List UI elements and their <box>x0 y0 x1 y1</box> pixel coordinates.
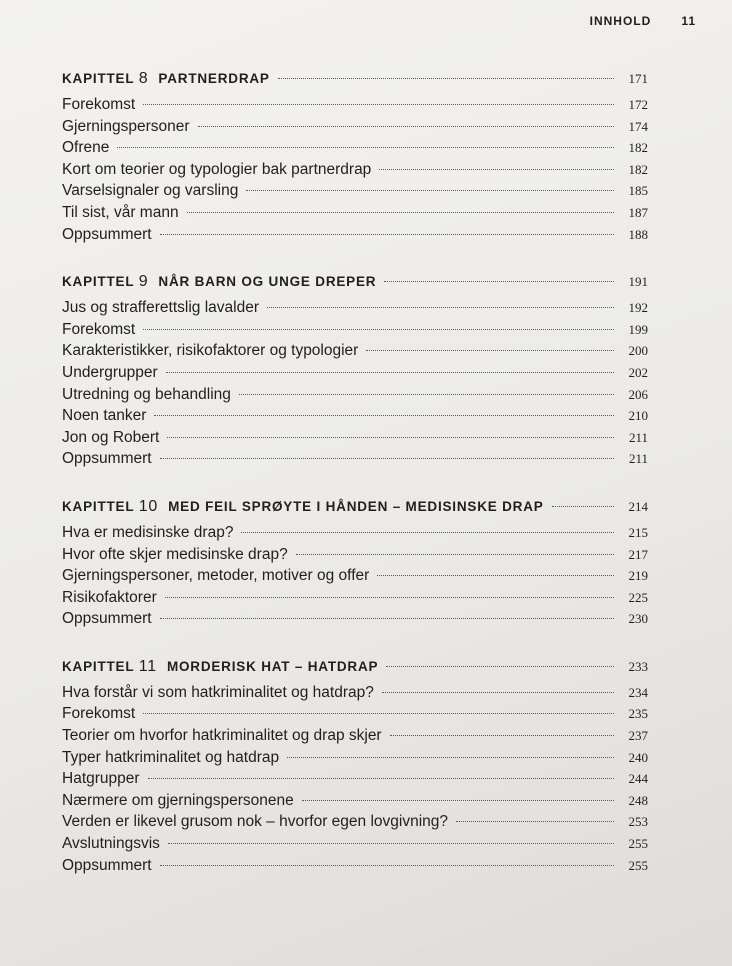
dot-leader <box>379 169 614 170</box>
entry-title: Karakteristikker, risikofaktorer og typologier <box>62 342 359 360</box>
running-header <box>590 14 696 28</box>
dot-leader <box>382 692 614 693</box>
dot-leader <box>386 666 614 667</box>
toc-entry[interactable] <box>62 384 648 406</box>
dot-leader <box>246 190 614 191</box>
chapter-block <box>62 64 648 245</box>
toc-entry[interactable] <box>62 522 648 544</box>
entry-title: Oppsummert <box>62 225 152 243</box>
entry-page-number: 237 <box>628 728 648 744</box>
entry-title: Hatgrupper <box>62 770 140 788</box>
chapter-label: KAPITTEL <box>62 274 135 290</box>
entry-title: Avslutningsvis <box>62 835 160 853</box>
chapter-title-group <box>62 64 270 94</box>
toc-entry[interactable] <box>62 811 648 833</box>
entry-page-number: 187 <box>628 204 648 220</box>
entry-page-number: 185 <box>628 183 648 199</box>
page-number: 11 <box>681 14 696 28</box>
chapter-title: MORDERISK HAT – HATDRAP <box>166 658 379 674</box>
chapter-page-number: 214 <box>628 498 648 514</box>
entry-page-number: 192 <box>628 300 648 316</box>
toc-entry[interactable] <box>62 94 648 116</box>
entry-title: Oppsummert <box>62 610 152 628</box>
entry-page-number: 253 <box>628 814 648 830</box>
dot-leader <box>143 713 614 714</box>
toc-entry[interactable] <box>62 565 648 587</box>
entry-title: Utredning og behandling <box>62 385 231 403</box>
toc-entry[interactable] <box>62 427 648 449</box>
toc-entry[interactable] <box>62 202 648 224</box>
toc-entry[interactable] <box>62 608 648 630</box>
dot-leader <box>390 735 614 736</box>
dot-leader <box>160 458 614 459</box>
toc-entry[interactable] <box>62 319 648 341</box>
entry-page-number: 215 <box>628 524 648 540</box>
toc-entry[interactable] <box>62 405 648 427</box>
chapter-heading[interactable] <box>62 652 648 682</box>
chapter-block <box>62 492 648 630</box>
entry-title: Oppsummert <box>62 856 152 874</box>
dot-leader <box>198 126 614 127</box>
chapter-block <box>62 652 648 876</box>
entry-title: Jon og Robert <box>62 428 160 446</box>
chapter-title: NÅR BARN OG UNGE DREPER <box>158 274 377 290</box>
chapter-block <box>62 267 648 470</box>
entry-page-number: 230 <box>628 611 648 627</box>
chapter-label: KAPITTEL <box>62 498 135 514</box>
chapter-title-group <box>62 652 378 682</box>
entry-page-number: 188 <box>628 226 648 242</box>
dot-leader <box>278 78 614 79</box>
dot-leader <box>187 212 614 213</box>
toc-entry[interactable] <box>62 587 648 609</box>
toc-entry[interactable] <box>62 768 648 790</box>
table-of-contents <box>62 64 648 898</box>
toc-entry[interactable] <box>62 448 648 470</box>
entry-title: Nærmere om gjerningspersonene <box>62 791 294 809</box>
dot-leader <box>168 843 614 844</box>
dot-leader <box>296 554 614 555</box>
chapter-title-group <box>62 492 544 522</box>
dot-leader <box>166 372 614 373</box>
chapter-number: 11 <box>138 657 157 675</box>
entry-page-number: 200 <box>628 343 648 359</box>
chapter-heading[interactable] <box>62 492 648 522</box>
entry-page-number: 240 <box>628 749 648 765</box>
dot-leader <box>117 147 614 148</box>
entry-page-number: 172 <box>628 97 648 112</box>
chapter-heading[interactable] <box>62 267 648 297</box>
dot-leader <box>456 821 614 822</box>
dot-leader <box>239 394 614 395</box>
entry-title: Undergrupper <box>62 363 158 381</box>
entry-title: Teorier om hvorfor hatkriminalitet og drap skjer <box>62 727 382 745</box>
entry-title: Gjerningspersoner, metoder, motiver og offer <box>62 567 370 585</box>
chapter-page-number: 171 <box>628 71 648 86</box>
entry-title: Oppsummert <box>62 450 152 468</box>
entry-title: Gjerningspersoner <box>62 117 190 135</box>
entry-title: Hva forstår vi som hatkriminalitet og hatdrap? <box>62 683 374 701</box>
entry-title: Typer hatkriminalitet og hatdrap <box>62 748 280 766</box>
dot-leader <box>267 307 614 308</box>
dot-leader <box>302 800 614 801</box>
entry-page-number: 235 <box>628 706 648 722</box>
entry-page-number: 182 <box>628 161 648 177</box>
entry-page-number: 199 <box>628 321 648 337</box>
entry-title: Forekomst <box>62 320 136 338</box>
entry-page-number: 202 <box>628 364 648 380</box>
entry-title: Ofrene <box>62 139 110 157</box>
dot-leader <box>160 618 614 619</box>
dot-leader <box>287 757 614 758</box>
toc-entry[interactable] <box>62 855 648 877</box>
chapter-number: 9 <box>138 273 149 291</box>
toc-entry[interactable] <box>62 297 648 319</box>
toc-entry[interactable] <box>62 725 648 747</box>
chapter-number: 10 <box>138 497 159 515</box>
entry-page-number: 211 <box>628 429 648 445</box>
chapter-page-number: 233 <box>628 658 648 674</box>
toc-entry[interactable] <box>62 137 648 159</box>
toc-entry[interactable] <box>62 180 648 202</box>
entry-page-number: 210 <box>628 408 648 424</box>
entry-page-number: 244 <box>628 771 648 787</box>
toc-entry[interactable] <box>62 544 648 566</box>
chapter-label: KAPITTEL <box>62 658 135 674</box>
chapter-title: MED FEIL SPRØYTE I HÅNDEN – MEDISINSKE DRAP <box>168 498 544 514</box>
entry-title: Forekomst <box>62 96 136 113</box>
toc-entry[interactable] <box>62 362 648 384</box>
dot-leader <box>241 532 614 533</box>
entry-title: Jus og strafferettslig lavalder <box>62 299 260 317</box>
chapter-title: PARTNERDRAP <box>158 71 270 86</box>
entry-page-number: 225 <box>628 589 648 605</box>
dot-leader <box>165 597 614 598</box>
entry-page-number: 174 <box>628 118 648 134</box>
entry-page-number: 182 <box>628 140 648 156</box>
entry-title: Til sist, vår mann <box>62 203 179 221</box>
entry-page-number: 211 <box>628 451 648 467</box>
entry-page-number: 255 <box>628 857 648 873</box>
toc-entry[interactable] <box>62 224 648 246</box>
chapter-page-number: 191 <box>628 274 648 290</box>
entry-page-number: 219 <box>628 568 648 584</box>
toc-entry[interactable] <box>62 340 648 362</box>
entry-page-number: 248 <box>628 792 648 808</box>
chapter-heading[interactable] <box>62 64 648 94</box>
dot-leader <box>143 329 614 330</box>
section-title: INNHOLD <box>589 14 652 28</box>
entry-page-number: 255 <box>628 836 648 852</box>
entry-title: Hva er medisinske drap? <box>62 523 234 541</box>
chapter-title-group <box>62 267 376 297</box>
dot-leader <box>148 778 614 779</box>
toc-entry[interactable] <box>62 747 648 769</box>
chapter-number: 8 <box>138 70 149 87</box>
entry-title: Noen tanker <box>62 407 147 425</box>
chapter-label: KAPITTEL <box>62 71 135 86</box>
entry-page-number: 234 <box>628 684 648 700</box>
toc-entry[interactable] <box>62 682 648 704</box>
dot-leader <box>154 415 614 416</box>
entry-page-number: 206 <box>628 386 648 402</box>
toc-entry[interactable] <box>62 116 648 138</box>
dot-leader <box>167 437 614 438</box>
dot-leader <box>552 506 614 507</box>
entry-title: Hvor ofte skjer medisinske drap? <box>62 545 288 563</box>
dot-leader <box>366 350 614 351</box>
dot-leader <box>160 865 614 866</box>
dot-leader <box>384 281 614 282</box>
dot-leader <box>143 104 614 105</box>
dot-leader <box>160 234 614 235</box>
entry-title: Verden er likevel grusom nok – hvorfor egen lovgivning? <box>62 813 449 831</box>
toc-entry[interactable] <box>62 159 648 181</box>
dot-leader <box>377 575 614 576</box>
entry-title: Risikofaktorer <box>62 588 157 606</box>
toc-entry[interactable] <box>62 703 648 725</box>
entry-title: Kort om teorier og typologier bak partnerdrap <box>62 160 372 178</box>
toc-entry[interactable] <box>62 833 648 855</box>
entry-title: Forekomst <box>62 705 136 723</box>
entry-title: Varselsignaler og varsling <box>62 182 239 200</box>
toc-entry[interactable] <box>62 790 648 812</box>
entry-page-number: 217 <box>628 546 648 562</box>
